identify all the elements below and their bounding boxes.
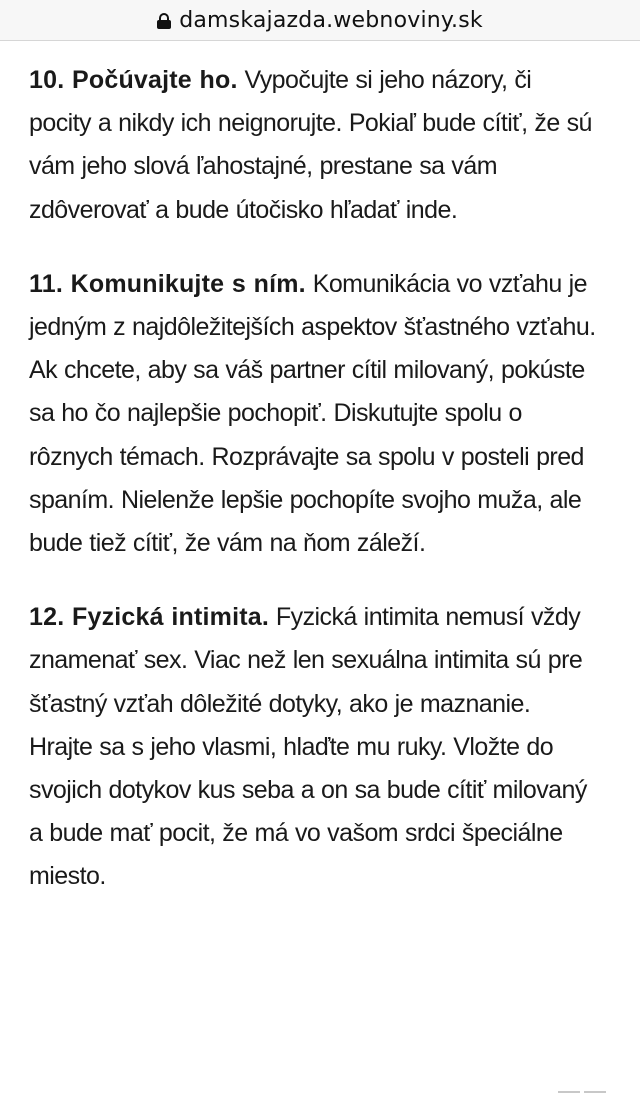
paragraph-listen	[29, 59, 600, 232]
paragraph-lead: 11. Komunikujte s ním.	[29, 269, 306, 298]
paragraph-text: Fyzická intimita nemusí vždy znamenať sex. Viac než len sexuálna intimita sú pre šťastný vzťah dôležité dotyky, ako je maznanie. Hrajte sa s jeho vlasmi, hlaďte mu ruky. Vložte do svojich dotykov kus seba a on sa bude cítiť milovaný a bude mať pocit, že má vo vašom srdci špeciálne miesto.	[29, 603, 587, 891]
address-bar[interactable]	[0, 0, 640, 41]
page-indicator	[558, 1091, 606, 1093]
url-text[interactable]: damskajazda.webnoviny.sk	[179, 7, 483, 33]
paragraph-text: Komunikácia vo vzťahu je jedným z najdôležitejších aspektov šťastného vzťahu. Ak chcete, aby sa váš partner cítil milovaný, pokúste sa ho čo najlepšie pochopiť. Diskutujte spolu o rôznych témach. Rozprávajte sa spolu v posteli pred spaním. Nielenže lepšie pochopíte svojho muža, ale bude tiež cítiť, že vám na ňom záleží.	[29, 269, 596, 558]
article-body	[0, 41, 640, 899]
paragraph-intimacy	[29, 596, 600, 898]
lock-icon	[157, 13, 171, 29]
paragraph-lead: 10. Počúvajte ho.	[29, 66, 238, 94]
paragraph-text: Vypočujte si jeho názory, či pocity a nikdy ich neignorujte. Pokiaľ bude cítiť, že sú vám jeho slová ľahostajné, prestane sa vám zdôverovať a bude útočisko hľadať inde.	[29, 66, 592, 224]
paragraph-lead: 12. Fyzická intimita.	[29, 603, 270, 632]
paragraph-communicate	[29, 263, 600, 565]
